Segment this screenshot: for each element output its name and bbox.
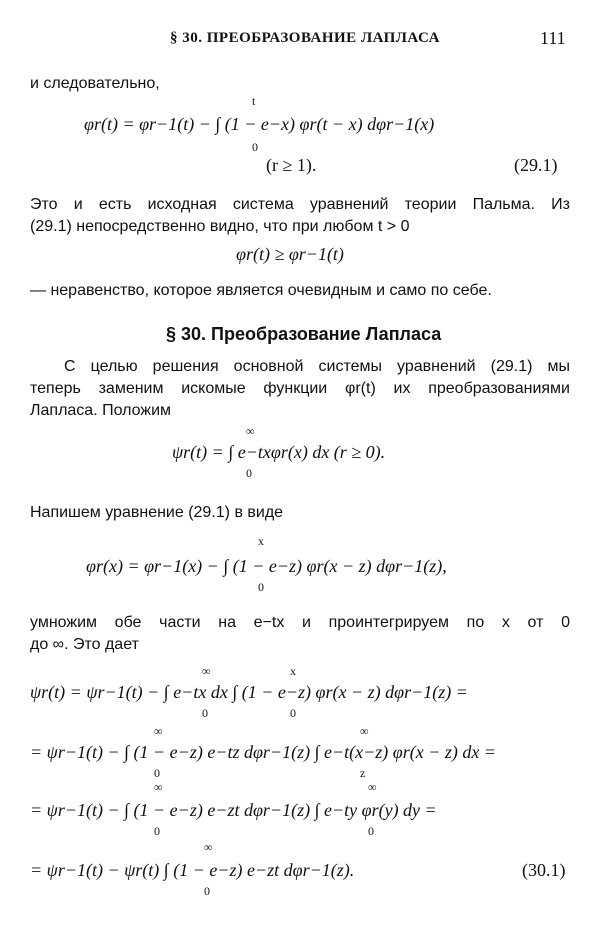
equation-condition: (r ≥ 1). [266, 155, 317, 175]
integral-lower-limit: z [360, 766, 366, 780]
paragraph-line: Лапласа. Положим [30, 402, 172, 419]
paragraph-line: теперь заменим искомые функции φr(t) их преобразованиями [30, 380, 570, 397]
integral-upper-limit: x [290, 664, 296, 678]
integral-upper-limit: ∞ [202, 664, 211, 678]
equation-30-1-line-1: ψr(t) = ψr−1(t) − ∫ e−tx dx ∫ (1 − e−z) φr(x − z) dφr−1(z) = [30, 682, 468, 702]
paragraph-line: С целью решения основной системы уравнений (29.1) мы [64, 358, 570, 375]
paragraph-remark: — неравенство, которое является очевидным и само по себе. [30, 282, 492, 299]
integral-upper-limit: x [258, 534, 264, 548]
equation-rewrite: φr(x) = φr−1(x) − ∫ (1 − e−z) φr(x − z) dφr−1(z), [86, 556, 447, 576]
paragraph-line: (29.1) непосредственно видно, что при любом t > 0 [30, 218, 410, 235]
section-title: § 30. Преобразование Лапласа [166, 324, 442, 344]
equation-number: (29.1) [514, 155, 558, 175]
paragraph-line: умножим обе части на e−tx и проинтегрируем по x от 0 [30, 614, 570, 631]
running-header: § 30. ПРЕОБРАЗОВАНИЕ ЛАПЛАСА [170, 30, 440, 46]
integral-lower-limit: 0 [154, 766, 160, 780]
integral-lower-limit: 0 [258, 580, 264, 594]
equation-29-1: φr(t) = φr−1(t) − ∫ (1 − e−x) φr(t − x) dφr−1(x) [84, 114, 435, 134]
page-number: 111 [540, 28, 566, 48]
integral-upper-limit: ∞ [368, 780, 377, 794]
integral-upper-limit: ∞ [154, 724, 163, 738]
integral-lower-limit: 0 [290, 706, 296, 720]
integral-upper-limit: t [252, 94, 256, 108]
integral-upper-limit: ∞ [154, 780, 163, 794]
integral-lower-limit: 0 [202, 706, 208, 720]
integral-lower-limit: 0 [154, 824, 160, 838]
paragraph-intro: Напишем уравнение (29.1) в виде [30, 504, 284, 521]
inequality: φr(t) ≥ φr−1(t) [236, 244, 344, 264]
integral-lower-limit: 0 [204, 884, 210, 898]
integral-upper-limit: ∞ [360, 724, 369, 738]
integral-upper-limit: ∞ [246, 424, 255, 438]
equation-laplace: ψr(t) = ∫ e−txφr(x) dx (r ≥ 0). [172, 442, 386, 462]
integral-lower-limit: 0 [368, 824, 374, 838]
paragraph-line: до ∞. Это дает [30, 636, 139, 653]
equation-number: (30.1) [522, 860, 566, 880]
equation-30-1-line-4: = ψr−1(t) − ψr(t) ∫ (1 − e−z) e−zt dφr−1(z). [30, 860, 355, 880]
integral-upper-limit: ∞ [204, 840, 213, 854]
paragraph-intro: и следовательно, [30, 75, 160, 92]
integral-lower-limit: 0 [246, 466, 252, 480]
paragraph-line: Это и есть исходная система уравнений теории Пальма. Из [30, 196, 570, 213]
equation-30-1-line-3: = ψr−1(t) − ∫ (1 − e−z) e−zt dφr−1(z) ∫ e−ty φr(y) dy = [30, 800, 437, 820]
equation-30-1-line-2: = ψr−1(t) − ∫ (1 − e−z) e−tz dφr−1(z) ∫ e−t(x−z) φr(x − z) dx = [30, 742, 496, 762]
integral-lower-limit: 0 [252, 140, 258, 154]
